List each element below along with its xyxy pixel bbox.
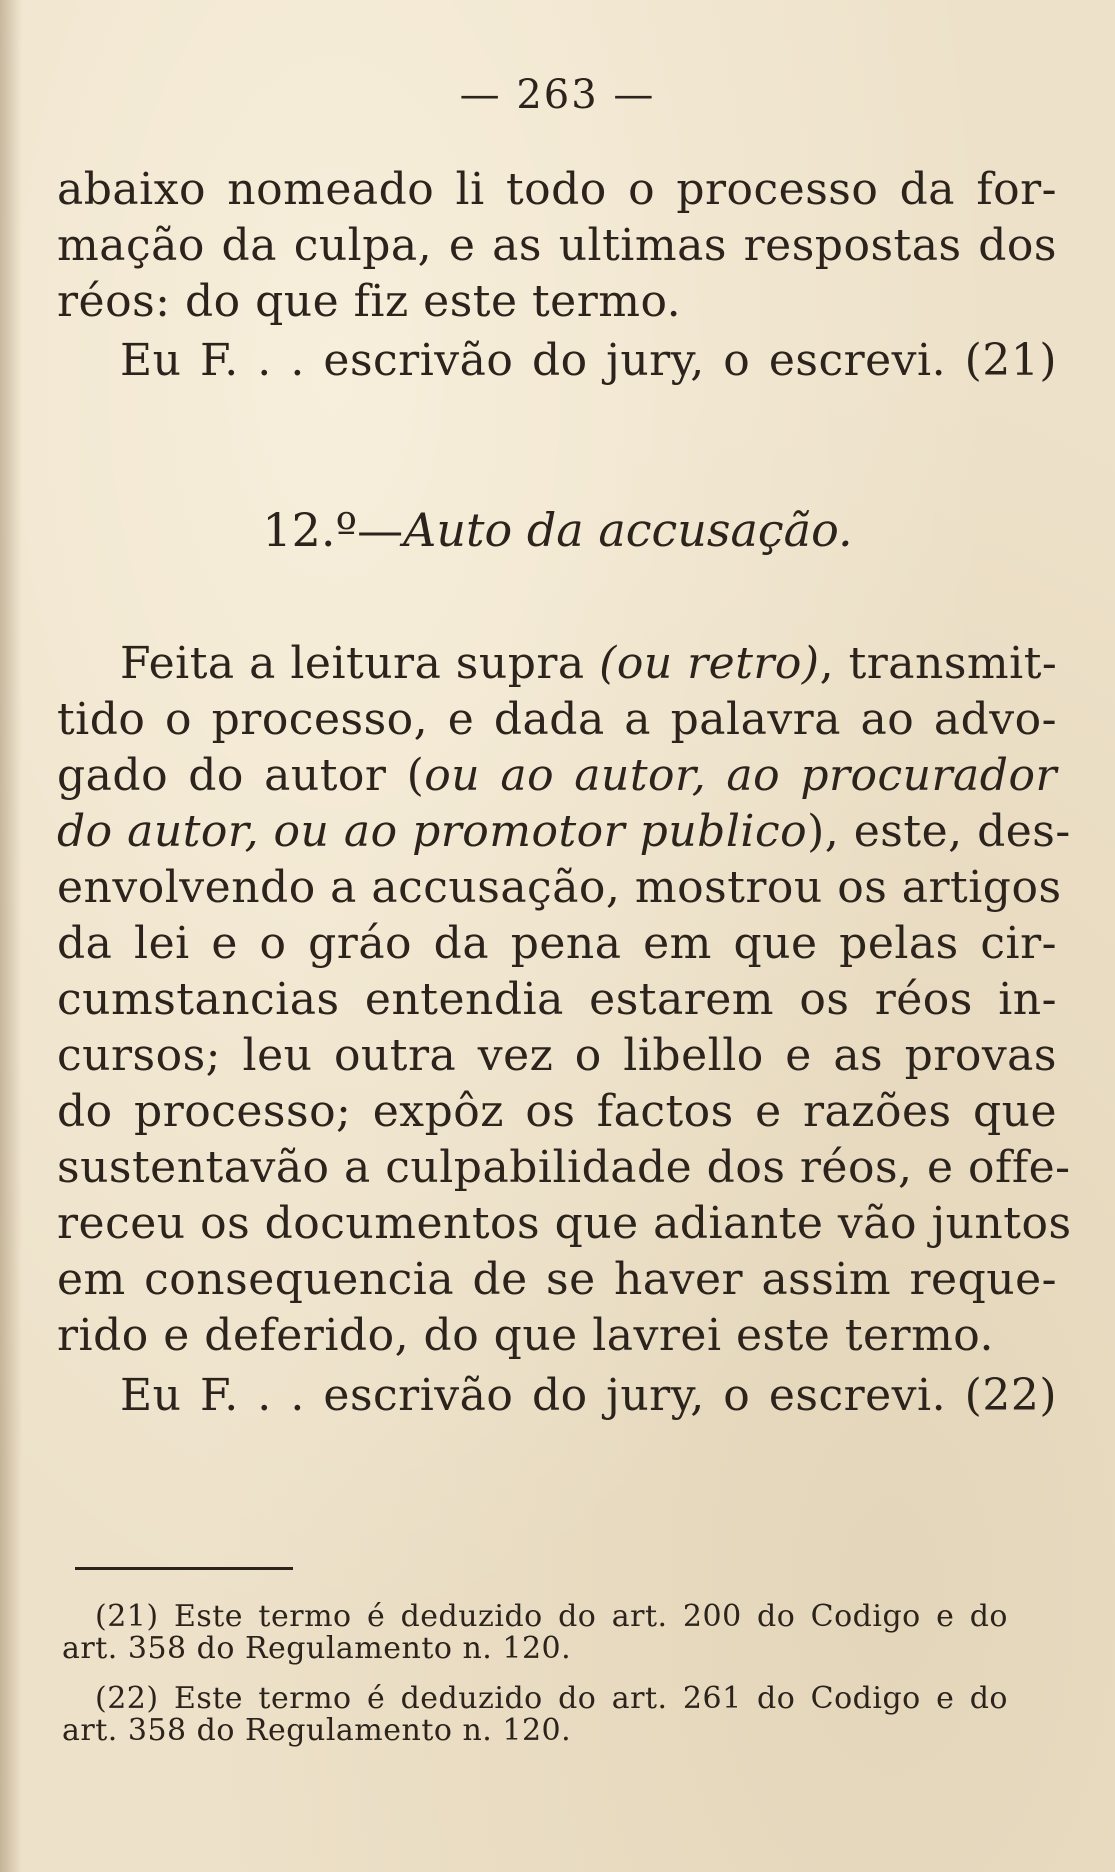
- text-segment: , transmit-: [819, 638, 1058, 689]
- paragraph-2-line-8: cursos; leu outra vez o libello e as provas: [57, 1030, 1057, 1081]
- paragraph-2-line-10: sustentavão a culpabilidade dos réos, e offe-: [57, 1142, 1071, 1193]
- paragraph-1-closing: Eu F. . . escrivão do jury, o escrevi. (21): [120, 335, 1057, 386]
- footnote-22-line-1: (22) Este termo é deduzido do art. 261 do Codigo e do: [95, 1681, 1008, 1716]
- italic-segment: (ou retro): [599, 638, 820, 689]
- paragraph-2-line-11: receu os documentos que adiante vão juntos: [57, 1198, 1072, 1249]
- paragraph-2-line-12: em consequencia de se haver assim reque-: [57, 1254, 1057, 1305]
- italic-segment: ou ao autor, ao procurador: [424, 750, 1057, 801]
- paragraph-2-line-2: tido o processo, e dada a palavra ao advo-: [57, 694, 1057, 745]
- paragraph-1-line-1: abaixo nomeado li todo o processo da for-: [57, 164, 1057, 215]
- paragraph-2-line-4: [57, 804, 1071, 860]
- text-segment: Feita a leitura supra: [120, 638, 600, 689]
- paragraph-2-line-6: da lei e o gráo da pena em que pelas cir-: [57, 918, 1057, 969]
- section-title-text: Auto da accusação.: [403, 503, 853, 557]
- paragraph-2-line-13: rido e deferido, do que lavrei este termo.: [57, 1310, 995, 1361]
- paragraph-2-line-7: cumstancias entendia estarem os réos in-: [57, 974, 1057, 1025]
- page-gutter-shadow: [0, 0, 22, 1872]
- footnote-21-line-1: (21) Este termo é deduzido do art. 200 do Codigo e do: [95, 1599, 1008, 1634]
- paragraph-2-line-5: envolvendo a accusação, mostrou os artigos: [57, 862, 1062, 913]
- footnote-separator: [75, 1567, 293, 1570]
- section-number: 12.º—: [262, 503, 404, 557]
- page-number: — 263 —: [459, 72, 656, 118]
- paragraph-1-line-3: réos: do que fiz este termo.: [57, 276, 682, 327]
- paragraph-2-closing: Eu F. . . escrivão do jury, o escrevi. (22): [120, 1370, 1057, 1421]
- italic-segment: do autor, ou ao promotor publico: [57, 806, 808, 857]
- text-segment: gado do autor (: [57, 750, 425, 801]
- paragraph-2-line-1: [120, 636, 1057, 692]
- paragraph-2-line-9: do processo; expôz os factos e razões que: [57, 1086, 1057, 1137]
- text-segment: ), este, des-: [807, 806, 1071, 857]
- paragraph-1-line-2: mação da culpa, e as ultimas respostas dos: [57, 220, 1057, 271]
- section-heading: [0, 502, 1115, 558]
- footnote-21-line-2: art. 358 do Regulamento n. 120.: [62, 1631, 572, 1666]
- footnote-22-line-2: art. 358 do Regulamento n. 120.: [62, 1713, 572, 1748]
- paragraph-2-line-3: [57, 748, 1057, 804]
